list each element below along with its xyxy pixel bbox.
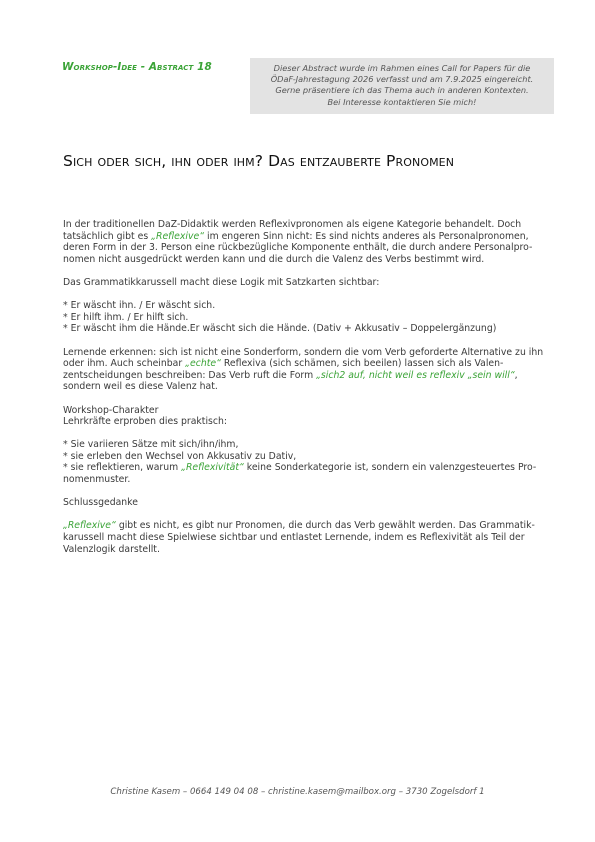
section-heading: Workshop-Charakter <box>63 404 159 416</box>
workshop-tag: Workshop-Idee - Abstract 18 <box>62 61 212 73</box>
text: In der traditionellen DaZ-Didaktik werden Reflexivpronomen als eigene Kategorie behandelt. Doch tatsächlich gibt es <box>63 219 522 242</box>
activity-list <box>63 439 553 485</box>
example-list <box>63 300 553 335</box>
text: keine Sonderkategorie ist, sondern ein valenzgesteuertes Pro-nomenmuster. <box>63 462 537 486</box>
text: , sondern weil es diese Valenz hat. <box>63 369 518 393</box>
list-item: * Er wäscht ihn. / Er wäscht sich. <box>63 300 216 312</box>
abstract-body <box>63 219 553 567</box>
footer-contact: Christine Kasem – 0664 149 04 08 – christine.kasem@mailbox.org – 3730 Zogelsdorf 1 <box>110 787 485 797</box>
text: Lernende erkennen: sich ist nicht eine Sonderform, sondern die vom Verb geforderte Alternative zu ihn oder ihm. Auch scheinbar <box>63 346 544 370</box>
highlight: „Reflexive“ <box>63 520 116 532</box>
list-item: * Sie variieren Sätze mit sich/ihn/ihm, <box>63 439 239 451</box>
note-line: Dieser Abstract wurde im Rahmen eines Call for Papers für die <box>273 63 531 73</box>
text: * sie reflektieren, warum <box>63 462 182 474</box>
list-item: * Er wäscht ihm die Hände.Er wäscht sich die Hände. (Dativ + Akkusativ – Doppelergänzung) <box>63 323 497 335</box>
workshop-section <box>63 405 553 428</box>
highlight: „sich2 auf, nicht weil es reflexiv „sein will“ <box>316 369 515 381</box>
text: gibt es nicht, es gibt nur Pronomen, die durch das Verb gewählt werden. Das Grammatik-karussell macht diese Spielwiese sichtbar und entlastet Lernende, indem es Reflexivität als Teil der Valenzlogik darstellt. <box>63 520 535 555</box>
text: im engeren Sinn nicht: Es sind nichts anderes als Personalpronomen, deren Form in der 3. Person eine rückbezügliche Komponente enthält, die durch andere Personalpro-nomen nicht ausgedrückt werden kann und die durch die Valenz des Verbs bestimmt wird. <box>63 230 533 265</box>
highlight: „echte“ <box>185 358 221 370</box>
highlight: „Reflexivität“ <box>181 462 244 474</box>
list-item: * Er hilft ihm. / Er hilft sich. <box>63 311 189 323</box>
conclusion-heading: Schlussgedanke <box>63 497 138 509</box>
lead-paragraph: Das Grammatikkarussell macht diese Logik mit Satzkarten sichtbar: <box>63 276 380 288</box>
list-item <box>63 462 536 485</box>
list-item: * sie erleben den Wechsel von Akkusativ zu Dativ, <box>63 450 297 462</box>
conclusion-paragraph <box>63 520 553 555</box>
learner-paragraph <box>63 347 553 393</box>
note-line: Bei Interesse kontaktieren Sie mich! <box>327 96 477 107</box>
note-line: ÖDaF-Jahrestagung 2026 verfasst und am 7.9.2025 eingereicht. <box>270 74 534 85</box>
intro-paragraph <box>63 219 553 265</box>
text: Reflexiva (sich schämen, sich beeilen) lassen sich als Valen-zentscheidungen beschreiben: Das Verb ruft die Form <box>63 358 504 381</box>
submission-note <box>250 58 554 114</box>
page-title: Sich oder sich, ihn oder ihm? Das entzauberte Pronomen <box>63 152 455 170</box>
highlight: „Reflexive“ <box>151 230 205 242</box>
note-line: Gerne präsentiere ich das Thema auch in anderen Kontexten. <box>275 85 529 96</box>
section-intro: Lehrkräfte erproben dies praktisch: <box>63 416 228 428</box>
